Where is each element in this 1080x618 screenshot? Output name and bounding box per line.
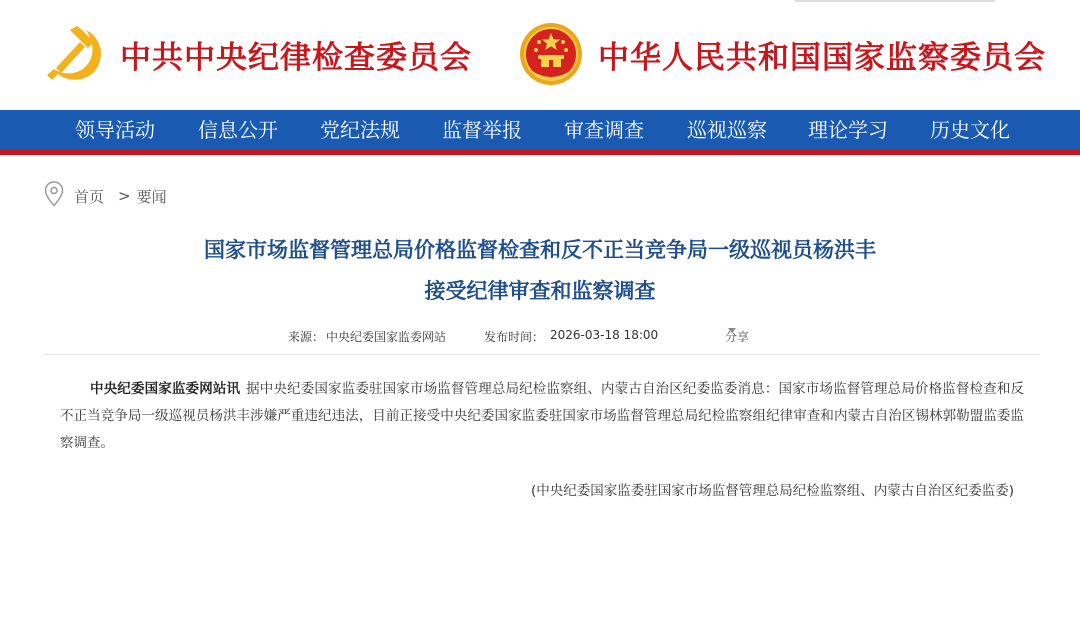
national-emblem-icon [518,21,584,87]
caret-down-icon [728,328,736,333]
article-meta [0,328,1080,346]
article-title-line1: 国家市场监督管理总局价格监督检查和反不正当竞争局一级巡视员杨洪丰 [204,238,876,262]
publish-time: 2026-03-18 18:00 [550,328,659,342]
breadcrumb-current[interactable]: 要闻 [136,187,167,206]
hammer-sickle-icon [44,24,106,84]
article-body [60,376,1024,457]
meta-divider [44,354,1040,355]
breadcrumb [44,182,167,210]
site-header [0,0,1080,110]
nav-item-leadership[interactable]: 领导活动 [75,118,155,142]
nsc-logo-link[interactable] [518,22,1046,86]
time-label: 发布时间： [484,330,545,344]
nav-item-theory-study[interactable]: 理论学习 [808,118,888,142]
nav-item-party-regulations[interactable]: 党纪法规 [320,118,400,142]
nav-item-inspection[interactable]: 巡视巡察 [687,118,767,142]
ccdi-name: 中共中央纪律检查委员会 [120,39,472,76]
article-source-note: (中央纪委国家监委驻国家市场监督管理总局纪检监察组、内蒙古自治区纪委监委) [530,483,1014,499]
source-value: 中央纪委国家监委网站 [326,330,447,344]
location-pin-icon [44,181,64,211]
main-nav [0,110,1080,155]
nav-item-history-culture[interactable]: 历史文化 [930,118,1010,142]
ccdi-logo-link[interactable] [44,22,472,86]
article-lead: 中央纪委国家监委网站讯 [90,381,241,397]
nav-item-supervision-report[interactable]: 监督举报 [442,118,522,142]
nsc-name: 中华人民共和国国家监察委员会 [598,39,1046,76]
breadcrumb-home[interactable]: 首页 [74,187,105,206]
article-paragraph: 据中央纪委国家监委驻国家市场监督管理总局纪检监察组、内蒙古自治区纪委监委消息：国家市场监督管理总局价格监督检查和反不正当竞争局一级巡视员杨洪丰涉嫌严重违纪违法，目前正接受中央纪委国家监委驻国家市场监督管理总局纪检监察组纪律审查和内蒙古自治区锡林郭勒盟监委监察调查。 [60,381,1025,451]
share-label: 分享 [725,330,750,344]
nav-item-investigation[interactable]: 审查调查 [564,118,644,142]
breadcrumb-separator: > [118,187,131,205]
article-title-line2: 接受纪律审查和监察调查 [424,279,656,303]
nav-item-info-disclosure[interactable]: 信息公开 [198,118,278,142]
source-label: 来源： [288,330,325,344]
